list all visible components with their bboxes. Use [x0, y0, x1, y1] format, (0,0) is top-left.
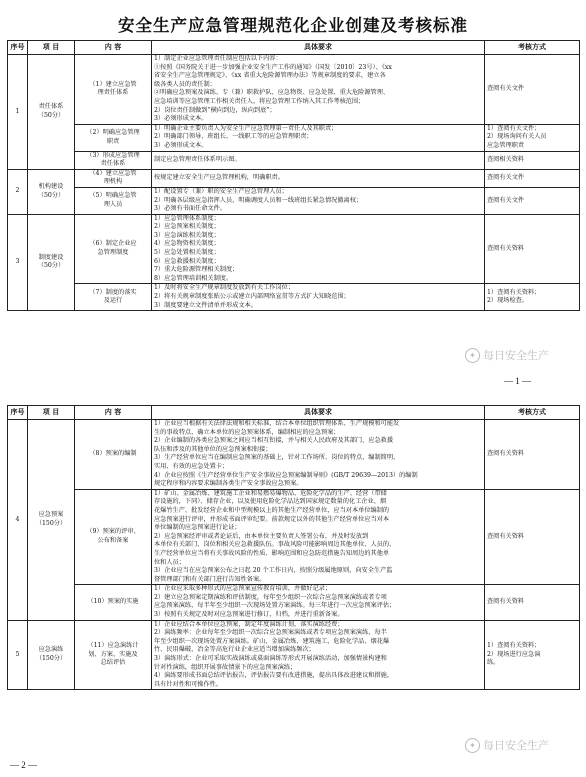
text-line: 1）应急管理体系制度； — [154, 214, 220, 222]
text-line: 1）配设置专（兼）职的安全生产应急管理人员； — [154, 187, 288, 195]
table-row — [8, 124, 580, 151]
row-assessment-method — [485, 420, 580, 490]
row-seq: 1 — [8, 55, 28, 170]
text-line: 2）现场询问有关人员 — [487, 133, 547, 141]
text-line: 责任体系 — [100, 160, 126, 168]
header-requirements: 具体要求 — [152, 406, 485, 420]
text-line: （8）预案的编制 — [89, 450, 137, 458]
watermark — [465, 347, 549, 363]
text-line: 查阅有关资料 — [487, 598, 525, 606]
text-line: 1）企业应结合本单位应急预案，制定年度演练计划，落实演练经费； — [154, 620, 344, 628]
page-number: — 1 — — [504, 376, 531, 386]
row-content — [75, 187, 152, 214]
text-line: 2）明确部门领导、班组长、一线职工等的应急管理职责； — [154, 133, 313, 141]
text-line: 级各类人员的责任制； — [154, 80, 216, 88]
text-line: 2）应急预案经评审或者论证后，由本单位主要负责人签署公布，并及时发放到 — [154, 532, 369, 540]
text-line: 4）企业应按照《生产经营单位生产安全事故应急预案编制导则》(GB/T 29639—2013）的编制 — [154, 471, 418, 479]
row-item — [28, 420, 75, 621]
row-assessment-method — [485, 620, 580, 690]
row-requirements — [152, 214, 485, 284]
row-assessment-method — [485, 187, 580, 214]
text-line: （50分） — [37, 191, 65, 199]
text-line: 实用、有效的应急处置卡； — [154, 462, 229, 470]
text-line: 规定程序和内容要求编制各类生产安全事故应急预案。 — [154, 480, 303, 488]
header-content: 内 容 — [75, 406, 152, 420]
text-line: 本单位有关部门、岗位和相关应急救援队伍。事故风险可能影响周边其他单位、人员的， — [154, 541, 396, 549]
table-row — [8, 151, 580, 169]
text-line: 查阅有关文件 — [487, 85, 525, 93]
text-line: 3）必须形成文本。 — [154, 115, 208, 123]
row-requirements — [152, 284, 485, 311]
text-line: 1）企业应当根据有关法律法规和相关标准，结合本单位组织管理体系、生产规模和可能发 — [154, 420, 400, 427]
text-line: 查阅有关文件 — [487, 174, 525, 182]
text-line: 1）制定企业应急管理责任制应包括以下内容： — [154, 55, 282, 62]
text-line: 3）演练形式：企业可采取实战演练或桌面演练等形式开展演练活动，加强情景构建和 — [154, 655, 387, 663]
text-line: 2）演练频率：企业每年至少组织一次综合应急预案演练或者专项应急预案演练，每半 — [154, 629, 387, 637]
text-line: （6）制定企业应 — [89, 240, 137, 248]
row-assessment-method — [485, 489, 580, 585]
header-content: 内 容 — [75, 41, 152, 55]
row-content — [75, 489, 152, 585]
row-content — [75, 55, 152, 125]
text-line: 存设施的，下同）、储存企业，以及使用危险化学品达到国家规定数量的化工企业、烟 — [154, 498, 387, 506]
text-line: 2）企业编制的各类应急预案之间应当相互衔接，并与相关人民政府及其部门、应急救援 — [154, 437, 394, 445]
text-line: 理机构 — [103, 178, 123, 186]
text-line: 3）制度要建立文件清单并形成文本。 — [154, 301, 257, 309]
row-seq: 5 — [8, 620, 28, 690]
text-line: 急管理制度 — [97, 249, 129, 257]
header-assessment-method: 考核方式 — [485, 406, 580, 420]
text-line: 7）重大危险源管理相关制度； — [154, 266, 239, 274]
row-requirements — [152, 489, 485, 585]
text-line: 省安全生产应急管理规定》、《xx 省重大危险源管理办法》等规章制度的要求，建立各 — [154, 72, 386, 80]
text-line: （150分） — [35, 655, 67, 663]
text-line: 1）及时将安全生产规章制度发放到有关工作岗位； — [154, 284, 295, 292]
row-content — [75, 620, 152, 690]
row-requirements — [152, 585, 485, 620]
text-line: 按规定建立安全生产应急管理机构，明确职责。 — [154, 174, 284, 182]
table-header-row — [8, 41, 580, 55]
row-requirements — [152, 620, 485, 690]
text-line: 3）必须有书面任命文件。 — [154, 205, 226, 213]
row-item — [28, 169, 75, 214]
text-line: 查阅有关文件 — [487, 196, 525, 204]
page-number: — 2 — — [10, 760, 37, 770]
text-line: 1）明确企业主要负责人为安全生产应急管理第一责任人及其职责； — [154, 124, 338, 132]
text-line: 制度建设 — [38, 253, 64, 261]
watermark-text: 每日安全生产 — [483, 739, 549, 752]
text-line: 花爆竹生产、批发经营企业和中型规模以上的其他生产经营单位，应当对本单位编制的 — [154, 506, 390, 514]
text-line: 2）将有关规章制度张贴公示或建立内部网络宣贯等方式扩大知晓范围； — [154, 293, 350, 301]
header-requirements: 具体要求 — [152, 41, 485, 55]
text-line: 机构建设 — [38, 183, 64, 191]
text-line: 2）现场检查。 — [487, 297, 529, 305]
standards-table-page-1 — [7, 40, 580, 311]
header-item: 项 目 — [28, 406, 75, 420]
header-assessment-method: 考核方式 — [485, 41, 580, 55]
text-line: 练。 — [487, 659, 500, 667]
text-line: 年至少组织一次现场处置方案演练。矿山、金属冶炼、建筑施工、危险化学品、烟花爆 — [154, 637, 390, 645]
text-line: （50分） — [37, 262, 65, 270]
text-line: 2）明确各层级应急指挥人员，明确调度人员和一线班组长紧急情况撤离权； — [154, 196, 363, 204]
text-line: （5）明确应急管 — [89, 192, 137, 200]
text-line: 1）企业应采取多种形式的应急预案宣传教育培训，并做好记录； — [154, 585, 332, 593]
row-assessment-method — [485, 151, 580, 169]
text-line: 划、方案、实施及 — [88, 650, 138, 658]
text-line: 理责任体系 — [97, 89, 129, 97]
text-line: （4）建立应急管 — [89, 169, 137, 177]
text-line: 查阅有关资料 — [487, 450, 525, 458]
header-seq: 序号 — [8, 406, 28, 420]
row-item — [28, 55, 75, 170]
row-seq: 3 — [8, 214, 28, 311]
text-line: （11）应急演练计 — [87, 642, 139, 650]
header-item: 项 目 — [28, 41, 75, 55]
table-row — [8, 187, 580, 214]
text-line: 竹、民用爆破、冶金等高危行业企业应适当增加演练频次； — [154, 646, 315, 654]
text-line: 查阅相关资料 — [487, 155, 525, 163]
table-row — [8, 169, 580, 187]
document-title: 安全生产应急管理规范化企业创建及考核标准 — [118, 16, 468, 35]
text-line: 4）应急物资相关制度； — [154, 240, 220, 248]
row-assessment-method — [485, 284, 580, 311]
text-line: 针对性演练，组织开展事故情景下的应急预案演练； — [154, 663, 297, 671]
text-line: ①按照《国务院关于进一步加强企业安全生产工作的通知》（国发〔2010〕23号）、《xx — [154, 63, 392, 71]
row-requirements — [152, 124, 485, 151]
text-line: （1）建立应急管 — [89, 80, 137, 88]
row-content — [75, 585, 152, 620]
text-line: 职责 — [106, 137, 120, 145]
row-assessment-method — [485, 214, 580, 284]
text-line: 2）建立应急预案定期演练和评估制度，每年至少组织一次综合应急预案演练或者专项 — [154, 593, 387, 601]
text-line: 生的事故特点，确立本单位的应急预案体系，编制相应的应急预案； — [154, 428, 340, 436]
text-line: 3）生产经营单位应当在编制应急预案的基础上，针对工作场所、岗位的特点，编制简明、 — [154, 454, 400, 462]
text-line: （9）预案的评审、 — [86, 528, 140, 536]
row-content — [75, 420, 152, 490]
text-line: 3）按照有关规定及时对应急预案进行修订，归档，并进行重新备案。 — [154, 611, 344, 619]
text-line: 责任体系 — [38, 103, 64, 111]
table-row — [8, 620, 580, 690]
text-line: （7）制度的落实 — [89, 288, 137, 296]
row-content — [75, 169, 152, 187]
text-line: 2）现场进行应急演 — [487, 650, 541, 658]
table-row — [8, 489, 580, 585]
header-seq: 序号 — [8, 41, 28, 55]
wechat-icon: ✦ — [465, 348, 480, 363]
text-line: 4）演练要形成书面总结评估报告，评估报告要有改进措施，提出具体改进建议和措施， — [154, 672, 394, 680]
text-line: 公布和备案 — [97, 537, 129, 545]
text-line: 查阅有关资料 — [487, 244, 525, 252]
text-line: 总结评估 — [100, 659, 126, 667]
text-line: 1）查阅有关资料； — [487, 288, 541, 296]
text-line: 5）应急处置相关制度； — [154, 249, 220, 257]
text-line: 1）矿山、金属冶炼、建筑施工企业和易燃易爆物品、危险化学品的生产、经营（带储 — [154, 489, 387, 497]
row-item — [28, 214, 75, 311]
text-line: 6）应急救援相关制度； — [154, 257, 220, 265]
text-line: 位和人员； — [154, 558, 185, 566]
text-line: 1）查阅有关资料； — [487, 642, 541, 650]
table-row — [8, 284, 580, 311]
wechat-icon: ✦ — [465, 738, 480, 753]
row-content — [75, 284, 152, 311]
text-line: ②明确应急预案及演练、专（兼）职救护队、应急物资、应急处置、重大危险源管理、 — [154, 89, 390, 97]
table-header-row — [8, 406, 580, 420]
text-line: 应急培训等应急管理工作相关责任人，将应急管理工作纳入其工作考核范围； — [154, 97, 365, 105]
text-line: 生产经营单位应当将有关事故风险的性质、影响范围和应急防范措施告知周边的其他单 — [154, 549, 390, 557]
text-line: 查阅有关资料 — [487, 532, 525, 540]
text-line: 应急演练 — [38, 646, 64, 654]
row-requirements — [152, 187, 485, 214]
text-line: 1）查阅有关文件； — [487, 124, 541, 132]
text-line: 3）必须形成文本。 — [154, 141, 208, 149]
text-line: 3）应急演练相关制度； — [154, 231, 220, 239]
table-row — [8, 585, 580, 620]
text-line: 8）应急管理培训相关制度。 — [154, 274, 233, 282]
row-requirements — [152, 151, 485, 169]
row-seq: 4 — [8, 420, 28, 621]
text-line: （150分） — [35, 519, 67, 527]
text-line: （50分） — [37, 111, 65, 119]
row-assessment-method — [485, 124, 580, 151]
text-line: 督管理部门和有关部门进行告知性备案。 — [154, 575, 266, 583]
row-content — [75, 151, 152, 169]
text-line: 应急预案进行评审，并形成书面评审纪要。前款规定以外的其他生产经营单位应当对本 — [154, 515, 390, 523]
watermark — [465, 737, 549, 753]
row-assessment-method — [485, 585, 580, 620]
row-item — [28, 620, 75, 690]
standards-table-page-2 — [7, 405, 580, 690]
text-line: 2）岗位责任制做到“横向到边，纵向到底”； — [154, 106, 276, 114]
row-seq: 2 — [8, 169, 28, 214]
table-row — [8, 55, 580, 125]
table-row — [8, 214, 580, 284]
text-line: 理人员 — [103, 200, 123, 208]
text-line: 应急预案 — [38, 511, 64, 519]
text-line: 2）应急预案相关制度； — [154, 223, 220, 231]
text-line: （3）形成应急管理 — [86, 151, 140, 159]
row-requirements — [152, 420, 485, 490]
text-line: 应急管理职责 — [487, 141, 525, 149]
text-line: 3）企业应当在应急预案公布之日起 20 个工作日内，按照分级属地原则，向安全生产监 — [154, 567, 393, 575]
text-line: （10）预案的实施 — [87, 598, 139, 606]
text-line: 及运行 — [103, 297, 123, 305]
row-assessment-method — [485, 169, 580, 187]
watermark-text: 每日安全生产 — [483, 349, 549, 362]
text-line: 单位编制的应急预案进行论证； — [154, 524, 241, 532]
row-requirements — [152, 169, 485, 187]
text-line: （2）明确应急管理 — [86, 129, 140, 137]
row-assessment-method — [485, 55, 580, 125]
text-line: 具有针对性和可操作性。 — [154, 680, 223, 688]
row-content — [75, 124, 152, 151]
text-line: 制定应急管理责任体系明示图。 — [154, 155, 241, 163]
row-requirements — [152, 55, 485, 125]
row-content — [75, 214, 152, 284]
text-line: 队伍和涉及的其他单位的应急预案相衔接； — [154, 445, 272, 453]
text-line: 应急预案演练，每半年至少组织一次现场处置方案演练。每三年进行一次应急预案评估； — [154, 602, 396, 610]
table-row — [8, 420, 580, 490]
